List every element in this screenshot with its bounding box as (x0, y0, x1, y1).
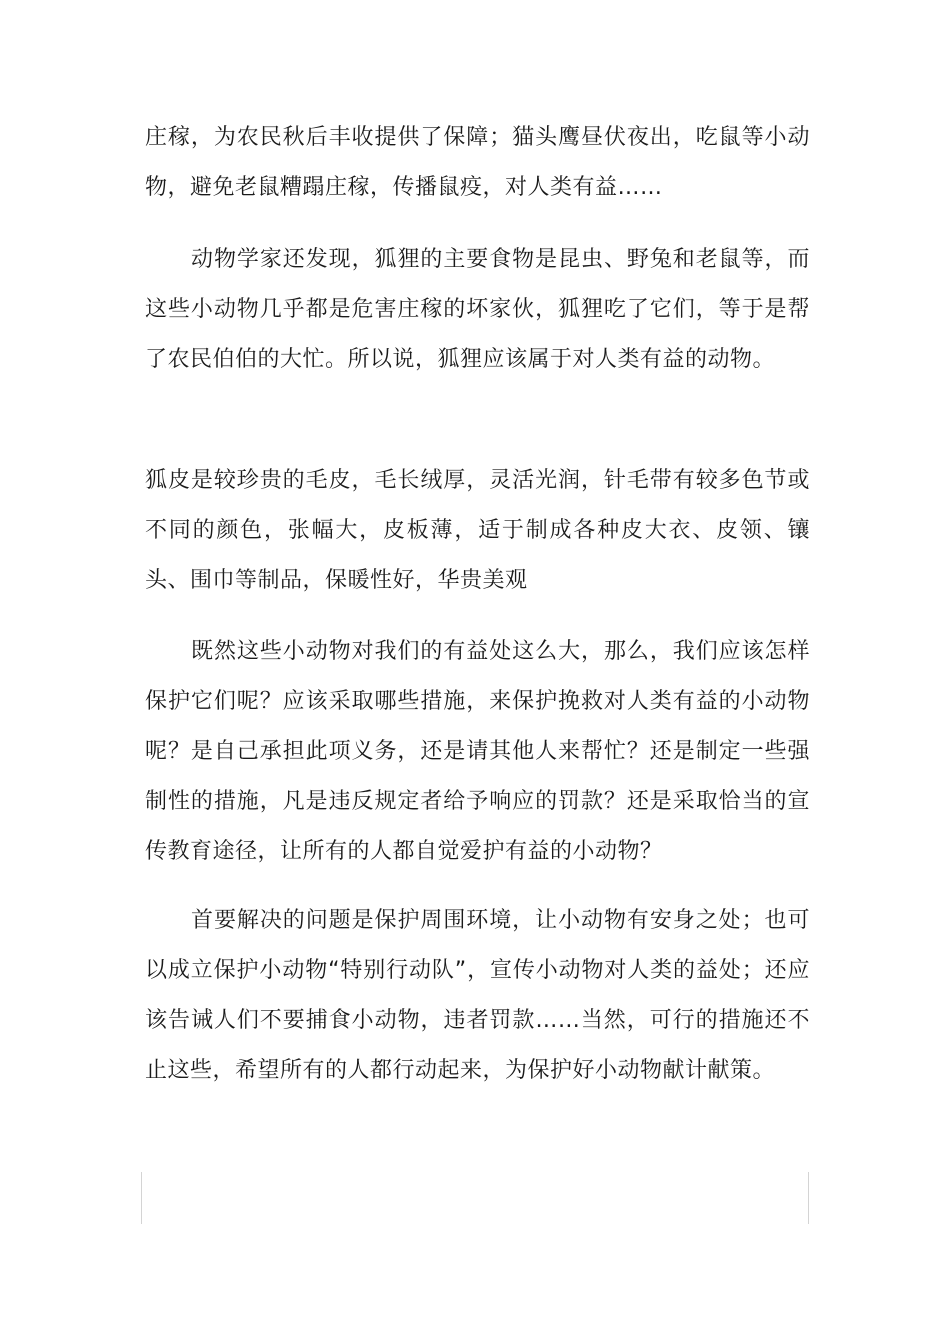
paragraph-fox-diet: 动物学家还发现，狐狸的主要食物是昆虫、野兔和老鼠等，而这些小动物几乎都是危害庄稼的坏家伙，狐狸吃了它们，等于是帮了农民伯伯的大忙。所以说，狐狸应该属于对人类有益的动物。 (145, 247, 810, 372)
paragraph-crops-owl: 庄稼，为农民秋后丰收提供了保障；猫头鹰昼伏夜出，吃鼠等小动物，避免老鼠糟蹋庄稼，传播鼠疫，对人类有益…… (145, 125, 810, 200)
page-frame-right-line (808, 1172, 809, 1224)
paragraph-fox-fur: 狐皮是较珍贵的毛皮，毛长绒厚，灵活光润，针毛带有较多色节或不同的颜色，张幅大，皮板薄，适于制成各种皮大衣、皮领、镶头、围巾等制品，保暖性好，华贵美观 (145, 468, 810, 593)
paragraph-protection-questions: 既然这些小动物对我们的有益处这么大，那么，我们应该怎样保护它们呢？应该采取哪些措施，来保护挽救对人类有益的小动物呢？是自己承担此项义务，还是请其他人来帮忙？还是制定一些强制性的措施，凡是违反规定者给予响应的罚款？还是采取恰当的宣传教育途径，让所有的人都自觉爱护有益的小动物？ (145, 639, 810, 864)
paragraph-protection-measures: 首要解决的问题是保护周围环境，让小动物有安身之处；也可以成立保护小动物“特别行动队”，宣传小动物对人类的益处；还应该告诫人们不要捕食小动物，违者罚款……当然，可行的措施还不止这些，希望所有的人都行动起来，为保护好小动物献计献策。 (145, 908, 810, 1083)
page-frame-left-line (141, 1172, 142, 1224)
